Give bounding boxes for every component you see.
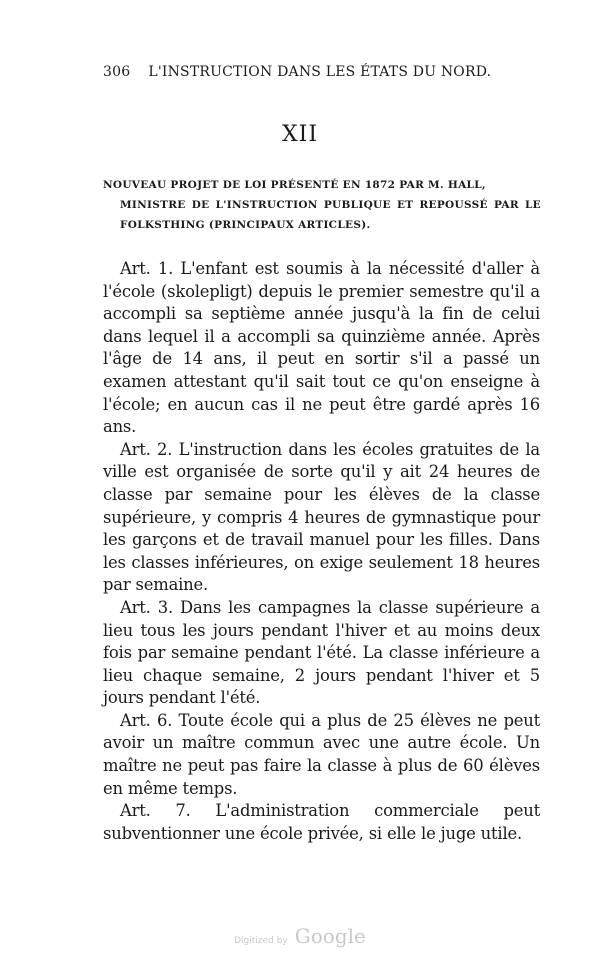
article-paragraph: Art. 1. L'enfant est soumis à la nécessité d'aller à l'école (skolepligt) depuis le premier semestre qu'il a accompli sa septième année jusqu'à la fin de celui dans lequel il a accompli sa quinzième année. Après l'âge de 14 ans, il peut en sortir s'il a passé un examen attestant qu'il sait tout ce qu'on enseigne à l'école; en aucun cas il ne peut être gardé après 16 ans. xyxy=(103,259,540,437)
section-subtitle xyxy=(103,175,541,235)
running-title: L'INSTRUCTION DANS LES ÉTATS DU NORD. xyxy=(148,64,492,80)
chapter-numeral: XII xyxy=(281,122,319,147)
article-paragraph: Art. 2. L'instruction dans les écoles gratuites de la ville est organisée de sorte qu'il y ait 24 heures de classe par semaine pour les élèves de la classe supérieure, y compris 4 heures de gymnastique pour les garçons et de travail manuel pour les filles. Dans les classes inférieures, on exige seulement 18 heures par semaine. xyxy=(103,439,540,595)
subtitle-line-2: MINISTRE DE L'INSTRUCTION PUBLIQUE ET REPOUSSÉ PAR LE FOLKSTHING (PRINCIPAUX ARTICLES). xyxy=(120,199,541,231)
digitized-label: Digitized by xyxy=(234,936,288,946)
body-text xyxy=(103,258,540,845)
article-paragraph: Art. 7. L'administration commerciale peut subventionner une école privée, si elle le juge utile. xyxy=(103,801,540,843)
running-header xyxy=(103,64,503,80)
article-paragraph: Art. 3. Dans les campagnes la classe supérieure a lieu tous les jours pendant l'hiver et au moins deux fois par semaine pendant l'été. La classe inférieure a lieu chaque semaine, 2 jours pendant l'hiver et 5 jours pendant l'été. xyxy=(103,597,540,708)
digitization-watermark xyxy=(0,924,600,948)
article-paragraph: Art. 6. Toute école qui a plus de 25 élèves ne peut avoir un maître commun avec une autre école. Un maître ne peut pas faire la classe à plus de 60 élèves en même temps. xyxy=(103,710,540,798)
google-logo: Google xyxy=(294,924,366,948)
page-number: 306 xyxy=(103,64,131,80)
subtitle-line-1: NOUVEAU PROJET DE LOI PRÉSENTÉ EN 1872 PAR M. HALL, xyxy=(103,179,486,191)
